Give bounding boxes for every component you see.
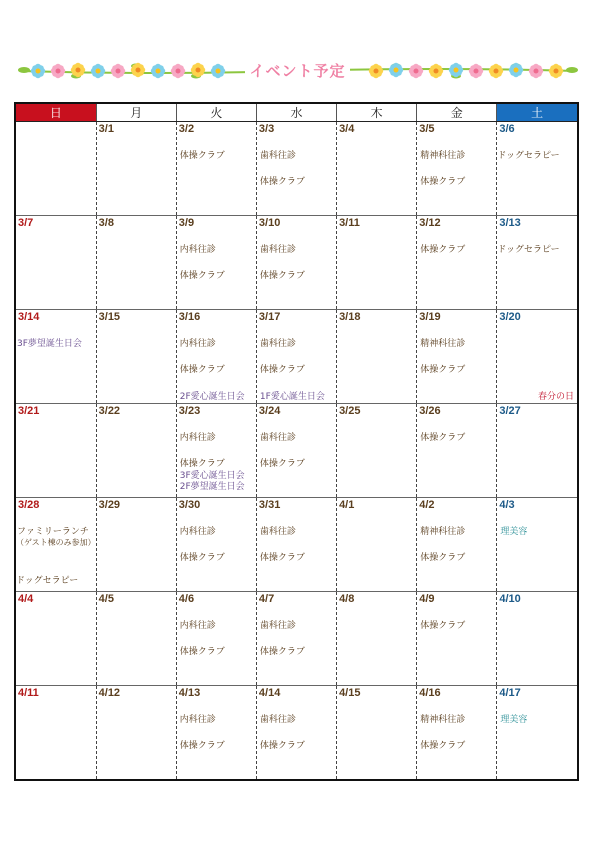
date-label: 3/12 — [419, 217, 441, 229]
date-label: 4/8 — [339, 593, 355, 605]
day-cell — [337, 592, 417, 686]
day-cell — [176, 216, 256, 310]
date-label: 3/21 — [18, 405, 40, 417]
day-cell — [16, 686, 96, 780]
event-label: 歯科往診 — [259, 151, 296, 161]
date-label: 4/11 — [18, 687, 39, 699]
day-cell — [16, 498, 96, 592]
event-label: 内科往診 — [179, 433, 216, 443]
day-cell — [417, 404, 497, 498]
event-label: 体操クラブ — [259, 553, 305, 563]
day-cell — [96, 216, 176, 310]
event-label: 精神科往診 — [420, 151, 466, 161]
day-cell — [337, 310, 417, 404]
day-cell — [417, 592, 497, 686]
day-cell — [256, 216, 336, 310]
event-label: ドッグセラピー — [497, 245, 560, 255]
event-label: 歯科往診 — [259, 527, 296, 537]
day-cell — [176, 498, 256, 592]
event-label: 1F愛心誕生日会 — [259, 392, 325, 402]
date-label: 3/5 — [419, 123, 435, 135]
event-label: 体操クラブ — [420, 553, 466, 563]
date-label: 4/13 — [178, 687, 201, 699]
day-cell — [497, 216, 577, 310]
day-cell — [497, 686, 577, 780]
week-row-5 — [16, 498, 577, 592]
day-cell — [176, 310, 256, 404]
date-label — [16, 122, 96, 123]
day-cell — [337, 686, 417, 780]
date-label: 3/31 — [258, 499, 281, 511]
date-label: 3/16 — [178, 311, 201, 323]
date-label: 3/30 — [178, 499, 201, 511]
date-label: 3/8 — [98, 217, 114, 229]
date-label: 3/13 — [499, 217, 521, 229]
day-cell — [256, 310, 336, 404]
week-row-6 — [16, 592, 577, 686]
date-label: 3/29 — [98, 499, 121, 511]
date-label: 4/9 — [419, 593, 435, 605]
day-cell — [497, 310, 577, 404]
date-label: 3/23 — [178, 405, 201, 417]
date-label: 4/15 — [339, 687, 361, 699]
day-cell — [256, 686, 336, 780]
date-label: 3/25 — [339, 405, 361, 417]
holiday-label: 春分の日 — [537, 392, 574, 402]
day-cell — [16, 216, 96, 310]
day-cell — [337, 216, 417, 310]
event-label: 3F愛心誕生日会 — [179, 471, 245, 481]
day-cell — [417, 310, 497, 404]
weekday-friday: 金 — [417, 104, 497, 122]
weekday-sunday: 日 — [16, 104, 96, 122]
event-label: 体操クラブ — [179, 553, 225, 563]
day-cell — [16, 592, 96, 686]
day-cell — [256, 122, 336, 216]
date-label: 3/19 — [419, 311, 441, 323]
event-label: 体操クラブ — [179, 459, 225, 469]
day-cell — [176, 404, 256, 498]
event-label: 3F夢望誕生日会 — [17, 339, 82, 349]
event-label: ファミリーランチ — [17, 527, 89, 537]
weekday-wednesday: 水 — [256, 104, 336, 122]
event-label: 体操クラブ — [420, 741, 466, 751]
day-cell — [256, 498, 336, 592]
day-cell — [337, 498, 417, 592]
day-cell — [417, 498, 497, 592]
calendar-grid — [16, 104, 577, 779]
event-label: 歯科往診 — [259, 433, 296, 443]
event-label: 精神科往診 — [420, 339, 466, 349]
date-label: 3/2 — [178, 123, 195, 135]
date-label: 4/5 — [98, 593, 114, 605]
date-label: 4/2 — [419, 499, 435, 511]
day-cell — [176, 686, 256, 780]
event-label: 2F愛心誕生日会 — [179, 392, 245, 402]
date-label: 4/1 — [339, 499, 355, 511]
event-label: 内科往診 — [179, 621, 216, 631]
day-cell — [96, 310, 176, 404]
event-label: 2F夢望誕生日会 — [179, 482, 245, 492]
date-label: 4/10 — [499, 593, 521, 605]
date-label: 3/14 — [18, 311, 40, 323]
date-label: 3/11 — [339, 217, 360, 229]
date-label: 4/3 — [499, 499, 515, 511]
event-label: 歯科往診 — [259, 621, 296, 631]
page-title: イベント予定 — [16, 60, 579, 81]
day-cell — [16, 404, 96, 498]
date-label: 3/10 — [258, 217, 281, 229]
weekday-header-row — [16, 104, 577, 122]
day-cell — [497, 404, 577, 498]
event-label: 体操クラブ — [420, 621, 466, 631]
day-cell — [16, 122, 96, 216]
event-label: 内科往診 — [179, 245, 216, 255]
day-cell — [497, 592, 577, 686]
event-note: （ゲスト棟のみ参加） — [16, 538, 96, 547]
event-label: 理美容 — [500, 715, 528, 725]
date-label: 3/28 — [18, 499, 40, 511]
event-label: 体操クラブ — [259, 177, 305, 187]
date-label: 4/16 — [419, 687, 441, 699]
date-label: 3/20 — [499, 311, 521, 323]
week-row-4 — [16, 404, 577, 498]
weekday-thursday: 木 — [337, 104, 417, 122]
date-label: 3/26 — [419, 405, 441, 417]
event-label: 歯科往診 — [259, 715, 296, 725]
day-cell — [176, 592, 256, 686]
week-row-7 — [16, 686, 577, 780]
event-label: 歯科往診 — [259, 245, 296, 255]
date-label: 3/6 — [499, 123, 515, 135]
date-label: 4/12 — [98, 687, 121, 699]
event-label: 精神科往診 — [420, 715, 466, 725]
date-label: 3/9 — [178, 217, 195, 229]
event-label: 理美容 — [500, 527, 528, 537]
date-label: 3/1 — [98, 123, 114, 135]
title-banner — [16, 58, 579, 84]
event-label: 精神科往診 — [420, 527, 466, 537]
event-label: 体操クラブ — [259, 741, 305, 751]
event-label: 歯科往診 — [259, 339, 296, 349]
day-cell — [176, 122, 256, 216]
day-cell — [96, 404, 176, 498]
date-label: 3/27 — [499, 405, 521, 417]
date-label: 3/22 — [98, 405, 121, 417]
week-row-1 — [16, 122, 577, 216]
event-label: 体操クラブ — [259, 365, 305, 375]
day-cell — [417, 122, 497, 216]
week-row-3 — [16, 310, 577, 404]
event-label: 体操クラブ — [420, 177, 466, 187]
date-label: 4/7 — [258, 593, 275, 605]
date-label: 3/18 — [339, 311, 361, 323]
date-label: 4/14 — [258, 687, 281, 699]
day-cell — [96, 498, 176, 592]
event-label: 体操クラブ — [259, 271, 305, 281]
event-label: 内科往診 — [179, 715, 216, 725]
event-label: 体操クラブ — [179, 741, 225, 751]
weekday-tuesday: 火 — [176, 104, 256, 122]
event-label: 体操クラブ — [179, 647, 225, 657]
event-label: 体操クラブ — [259, 459, 305, 469]
day-cell — [497, 122, 577, 216]
event-label: 内科往診 — [179, 339, 216, 349]
date-label: 3/4 — [339, 123, 355, 135]
date-label: 3/15 — [98, 311, 121, 323]
date-label: 3/24 — [258, 405, 281, 417]
date-label: 4/6 — [178, 593, 195, 605]
event-label: 体操クラブ — [420, 245, 466, 255]
day-cell — [256, 592, 336, 686]
event-label: 内科往診 — [179, 527, 216, 537]
day-cell — [337, 404, 417, 498]
date-label: 3/17 — [258, 311, 281, 323]
date-label: 4/17 — [499, 687, 521, 699]
week-row-2 — [16, 216, 577, 310]
day-cell — [96, 592, 176, 686]
event-label: 体操クラブ — [420, 365, 466, 375]
day-cell — [417, 216, 497, 310]
day-cell — [256, 404, 336, 498]
weekday-monday: 月 — [96, 104, 176, 122]
event-label: 体操クラブ — [420, 433, 466, 443]
date-label: 3/3 — [258, 123, 275, 135]
event-label: 体操クラブ — [179, 271, 225, 281]
event-calendar — [14, 102, 579, 781]
event-label: 体操クラブ — [179, 365, 225, 375]
event-label: 体操クラブ — [179, 151, 225, 161]
day-cell — [417, 686, 497, 780]
day-cell — [497, 498, 577, 592]
event-label: 体操クラブ — [259, 647, 305, 657]
date-label: 4/4 — [18, 593, 34, 605]
event-label: ドッグセラピー — [497, 151, 560, 161]
date-label: 3/7 — [18, 217, 34, 229]
day-cell — [96, 122, 176, 216]
day-cell — [337, 122, 417, 216]
weekday-saturday: 土 — [497, 104, 577, 122]
day-cell — [96, 686, 176, 780]
day-cell — [16, 310, 96, 404]
event-label: ドッグセラピー — [16, 576, 79, 586]
